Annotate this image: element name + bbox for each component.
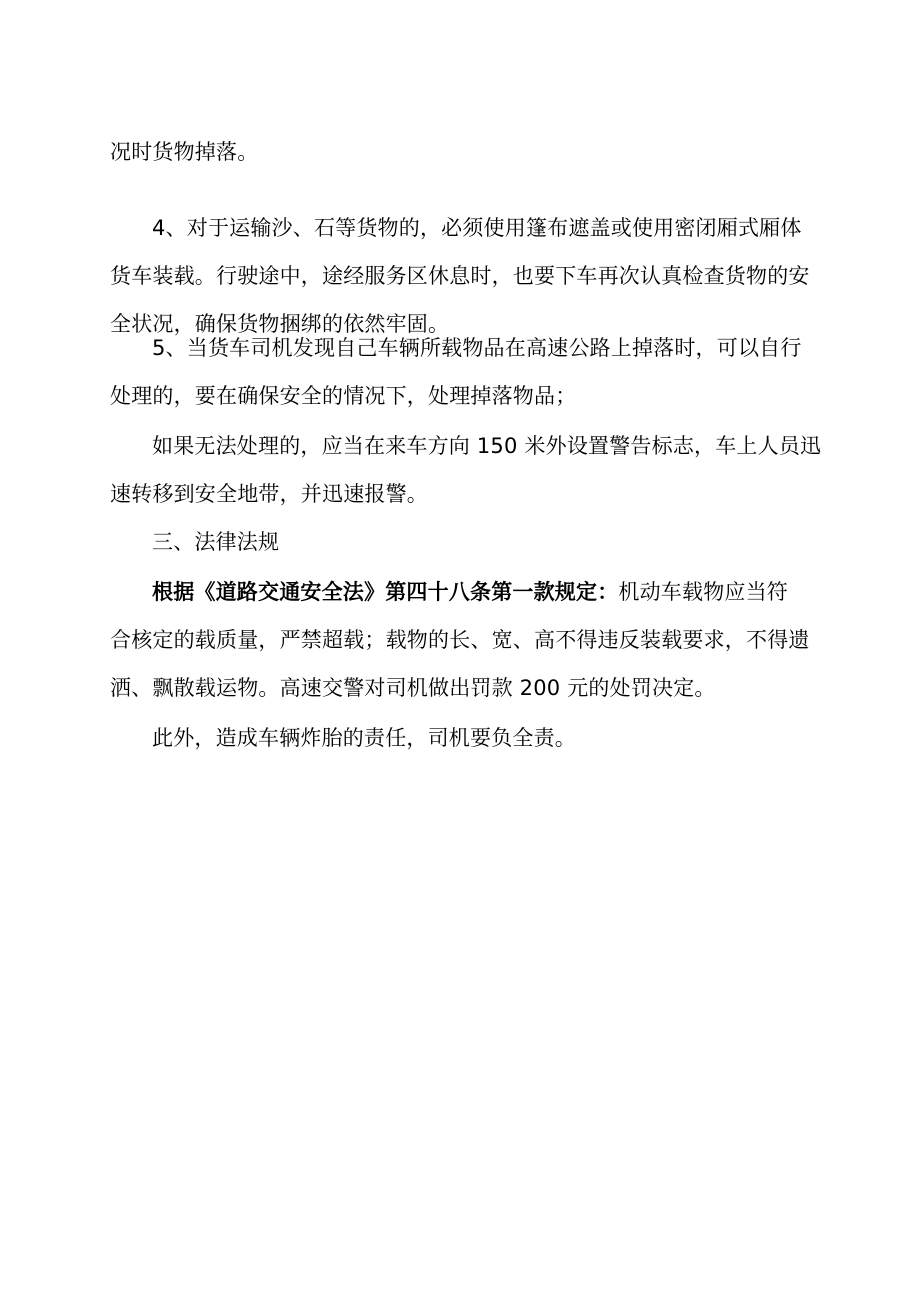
paragraph-item-5 (110, 324, 815, 420)
text-line: 洒、飘散载运物。高速交警对司机做出罚款 200 元的处罚决定。 (110, 676, 716, 700)
text-line: 4、对于运输沙、石等货物的，必须使用篷布遮盖或使用密闭厢式厢体 (152, 216, 802, 240)
law-reference: 根据《道路交通安全法》第四十八条第一款规定： (152, 580, 619, 604)
paragraph-law-citation (110, 568, 815, 712)
text-line: 处理的，要在确保安全的情况下，处理掉落物品； (110, 384, 577, 408)
text-line: 货车装载。行驶途中，途经服务区休息时，也要下车再次认真检查货物的安 (110, 264, 810, 288)
section-heading (110, 518, 815, 566)
text-line: 5、当货车司机发现自己车辆所载物品在高速公路上掉落时，可以自行 (152, 336, 802, 360)
section-heading-text: 三、法律法规 (152, 530, 280, 554)
text-line: 此外，造成车辆炸胎的责任，司机要负全责。 (152, 726, 576, 750)
text-line: 速转移到安全地带，并迅速报警。 (110, 482, 428, 506)
law-text: 机动车载物应当符 (618, 580, 789, 604)
text-line: 合核定的载质量，严禁超载；载物的长、宽、高不得违反装载要求，不得遗 (110, 628, 810, 652)
text-line: 全状况，确保货物捆绑的依然牢固。 (110, 312, 450, 336)
paragraph-responsibility (110, 714, 815, 762)
text-line: 况时货物掉落。 (110, 140, 259, 164)
text-line (110, 568, 815, 616)
paragraph-continuation (110, 128, 815, 176)
paragraph-unable-to-handle (110, 422, 822, 518)
text-line: 如果无法处理的，应当在来车方向 150 米外设置警告标志，车上人员迅 (152, 434, 822, 458)
